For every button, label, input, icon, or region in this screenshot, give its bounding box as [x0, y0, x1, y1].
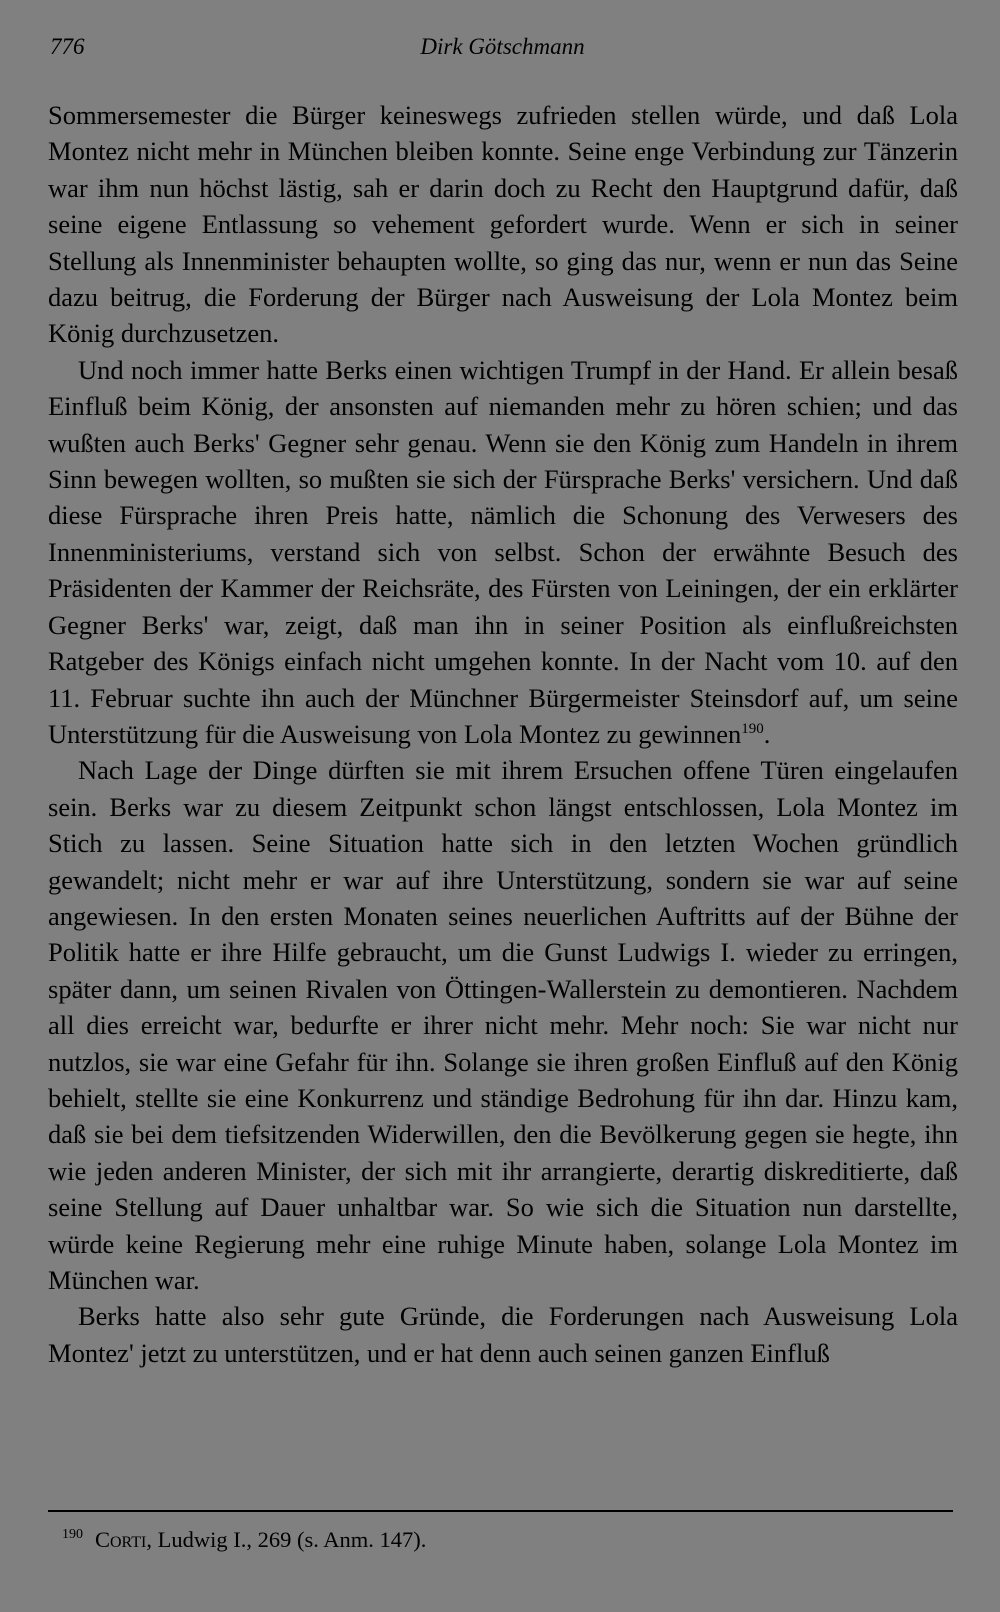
footnote-number: 190: [62, 1527, 83, 1542]
body-text: [48, 97, 958, 1371]
paragraph-2-text: Und noch immer hatte Berks einen wichtigen Trumpf in der Hand. Er allein besaß Einfluß beim König, der ansonsten auf niemanden mehr zu hören schien; und das wußten auch Berks' Gegner sehr genau. Wenn sie den König zum Handeln in ihrem Sinn bewegen wollten, so mußten sie sich der Fürsprache Berks' versichern. Und daß diese Fürsprache ihren Preis hatte, nämlich die Schonung des Verwesers des Innenministeriums, verstand sich von selbst. Schon der erwähnte Besuch des Präsidenten der Kammer der Reichsräte, des Fürsten von Leiningen, der ein erklärter Gegner Berks' war, zeigt, daß man ihn in seiner Position als einflußreichsten Ratgeber des Königs einfach nicht umgehen konnte. In der Nacht vom 10. auf den 11. Februar suchte ihn auch der Münchner Bürgermeister Steinsdorf auf, um seine Unterstützung für die Ausweisung von Lola Montez zu gewinnen: [48, 354, 958, 749]
paragraph-1: [48, 97, 958, 352]
paragraph-4-text: Berks hatte also sehr gute Gründe, die Forderungen nach Ausweisung Lola Montez' jetzt zu unterstützen, und er hat denn auch seinen ganzen Einfluß: [48, 1301, 958, 1368]
footnote-reference-190[interactable]: 190: [741, 720, 764, 737]
paragraph-1-text: Sommersemester die Bürger keineswegs zufrieden stellen würde, und daß Lola Montez nicht mehr in München bleiben konnte. Seine enge Verbindung zur Tänzerin war ihm nun höchst lästig, sah er darin doch zu Recht den Hauptgrund dafür, daß seine eigene Entlassung so vehement gefordert wurde. Wenn er sich in seiner Stellung als Innenminister behaupten wollte, so ging das nur, wenn er nun das Seine dazu beitrug, die Forderung der Bürger nach Ausweisung der Lola Montez beim König durchzusetzen.: [48, 100, 958, 349]
footnote-author: Corti: [95, 1527, 147, 1552]
footnote-divider: [48, 1510, 953, 1512]
paragraph-3: [48, 752, 958, 1298]
footnote-text: , Ludwig I., 269 (s. Anm. 147).: [146, 1527, 427, 1552]
paragraph-2: [48, 352, 958, 752]
paragraph-4: [48, 1298, 958, 1371]
running-head: Dirk Götschmann: [420, 34, 585, 59]
footnote-190: [62, 1520, 942, 1555]
paragraph-2-end: .: [763, 718, 771, 749]
page-number: 776: [50, 34, 85, 59]
paragraph-3-text: Nach Lage der Dinge dürften sie mit ihrem Ersuchen offene Türen eingelaufen sein. Berks war zu diesem Zeitpunkt schon längst entschlossen, Lola Montez im Stich zu lassen. Seine Situation hatte sich in den letzten Wochen gründlich gewandelt; nicht mehr er war auf ihre Unterstützung, sondern sie war auf seine angewiesen. In den ersten Monaten seines neuerlichen Auftritts auf der Bühne der Politik hatte er ihre Hilfe gebraucht, um die Gunst Ludwigs I. wieder zu erringen, später dann, um seinen Rivalen von Öttingen-Wallerstein zu demontieren. Nachdem all dies erreicht war, bedurfte er ihrer nicht mehr. Mehr noch: Sie war nicht nur nutzlos, sie war eine Gefahr für ihn. Solange sie ihren großen Einfluß auf den König behielt, stellte sie eine Konkurrenz und ständige Bedrohung für ihn dar. Hinzu kam, daß sie bei dem tiefsitzenden Widerwillen, den die Bevölkerung gegen sie hegte, ihn wie jeden anderen Minister, der sich mit ihr arrangierte, derartig diskreditierte, daß seine Stellung auf Dauer unhaltbar war. So wie sich die Situation nun darstellte, würde keine Regierung mehr eine ruhige Minute haben, solange Lola Montez im München war.: [48, 755, 958, 1295]
page-header: [50, 34, 955, 66]
